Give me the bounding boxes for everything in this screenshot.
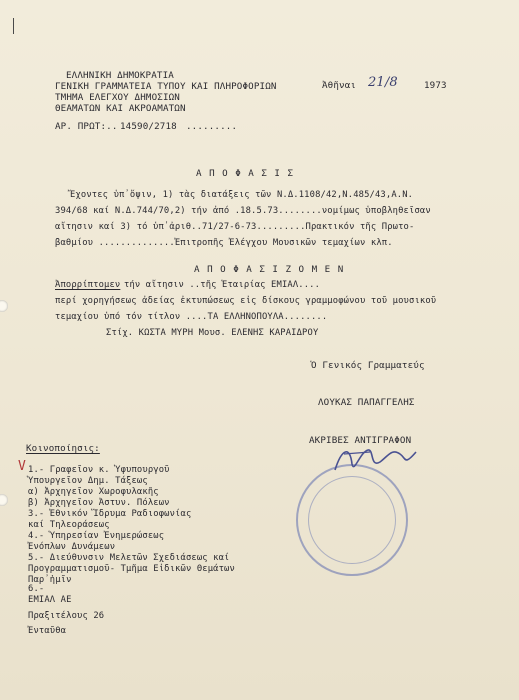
distribution-item: Προγραμματισμοῦ- Τμῆμα Εἰδικῶν Θεμάτων — [28, 564, 235, 574]
distribution-item: ΕΜΙΑΛ ΑΕ — [28, 595, 72, 605]
distribution-item: 6.- — [28, 584, 45, 594]
header-line-2: ΓΕΝΙΚΗ ΓΡΑΜΜΑΤΕΙΑ ΤΥΠΟΥ ΚΑΙ ΠΛΗΡΟΦΟΡΙΩΝ — [55, 81, 277, 92]
decision-line-3: τεμαχίου ὑπό τόν τίτλον ....ΤΑ ΕΛΛΗΝΟΠΟΥΛΑ........ — [55, 312, 328, 322]
handwritten-signature — [330, 440, 420, 480]
decision-heading: Α Π Ο Φ Α Σ Ι Ζ Ο Μ Ε Ν — [194, 264, 345, 275]
reject-word: Ἀπορρίπτομεν — [55, 280, 121, 290]
signature-role: Ὁ Γενικός Γραμματεύς — [311, 360, 425, 371]
protocol-number: 14590/2718 — [120, 121, 177, 132]
body-line-1: Ἔχοντες ὑπ᾽ὄψιν, 1) τὰς διατάξεις τῶν Ν.Δ.1108/42,Ν.485/43,Α.Ν. — [70, 190, 414, 200]
document-title: Α Π Ο Φ Α Σ Ι Σ — [196, 168, 294, 179]
distribution-item: 4.- Ὑπηρεσίαν Ἐνημερώσεως — [28, 531, 165, 541]
distribution-item: Παρ᾽ἡμῖν — [28, 575, 72, 585]
signature-name: ΛΟΥΚΑΣ ΠΑΠΑΓΓΕΛΗΣ — [318, 397, 415, 408]
distribution-item: Ἐνταῦθα — [28, 626, 67, 636]
header-line-3: ΤΜΗΜΑ ΕΛΕΓΧΟΥ ΔΗΜΟΣΙΩΝ — [55, 92, 180, 103]
distribution-item: β) Ἀρχηγεῖον Ἀστυν. Πόλεων — [28, 498, 170, 508]
decision-line-4: Στίχ. ΚΩΣΤΑ ΜΥΡΗ Μουσ. ΕΛΕΝΗΣ ΚΑΡΑΙΔΡΟΥ — [106, 328, 319, 338]
protocol-dots: ......... — [186, 121, 238, 132]
header-line-4: ΘΕΑΜΑΤΩΝ ΚΑΙ ΑΚΡΟΑΜΑΤΩΝ — [55, 103, 186, 114]
distribution-item: 3.- Ἐθνικόν Ἵδρυμα Ραδιοφωνίας — [28, 509, 192, 519]
body-line-4: βαθμίου ..............Ἐπιτροπῆς Ἐλέγχου Μουσικῶν τεμαχίων κλπ. — [55, 238, 393, 248]
distribution-item: 5.- Διεύθυνσιν Μελετῶν Σχεδιάσεως καί — [28, 553, 230, 563]
distribution-item: Ἐνόπλων Δυνάμεων — [28, 542, 116, 552]
distribution-item: Ὑπουργεῖον Δημ. Τάξεως — [28, 476, 148, 486]
header-line-1: ΕΛΛΗΝΙΚΗ ΔΗΜΟΚΡΑΤΙΑ — [66, 70, 174, 81]
punch-hole-top — [0, 300, 8, 312]
distribution-item: 1.- Γραφεῖον κ. Ὑφυπουργοῦ — [28, 465, 170, 475]
year: 1973 — [424, 80, 447, 91]
punch-hole-bottom — [0, 494, 8, 506]
distribution-heading: Κοινοποίησις: — [26, 443, 100, 454]
place-label: Ἀθῆναι — [322, 80, 357, 91]
margin-line — [13, 18, 14, 34]
distribution-item: Πραξιτέλους 26 — [28, 611, 105, 621]
official-seal-stamp — [296, 464, 408, 576]
decision-line-1: τήν αἴτησιν ..τῆς Ἑταιρίας ΕΜΙΑΛ.... — [124, 280, 321, 290]
body-line-2: 394/68 καί Ν.Δ.744/70,2) τήν ἀπό .18.5.73........νομίμως ὑποβληθεῖσαν — [55, 206, 431, 216]
date-handwritten: 21/8 — [368, 75, 398, 90]
certified-copy: ΑΚΡΙΒΕΣ ΑΝΤΙΓΡΑΦΟΝ — [309, 435, 412, 446]
distribution-item: καί Τηλεοράσεως — [28, 520, 110, 530]
distribution-item: α) Ἀρχηγεῖον Χωροφυλακῆς — [28, 487, 159, 497]
body-line-3: αἴτησιν καί 3) τό ὑπ᾽ἀριθ..71/27-6-73.........Πρακτικόν τῆς Πρωτο- — [55, 222, 415, 232]
margin-check-mark: V — [18, 459, 26, 474]
protocol-label: ΑΡ. ΠΡΩΤ:.. — [55, 121, 118, 132]
decision-line-2: περί χορηγήσεως ἀδείας ἐκτυπώσεως εἰς δίσκους γραμμοφώνου τοῦ μουσικοῦ — [55, 296, 437, 306]
